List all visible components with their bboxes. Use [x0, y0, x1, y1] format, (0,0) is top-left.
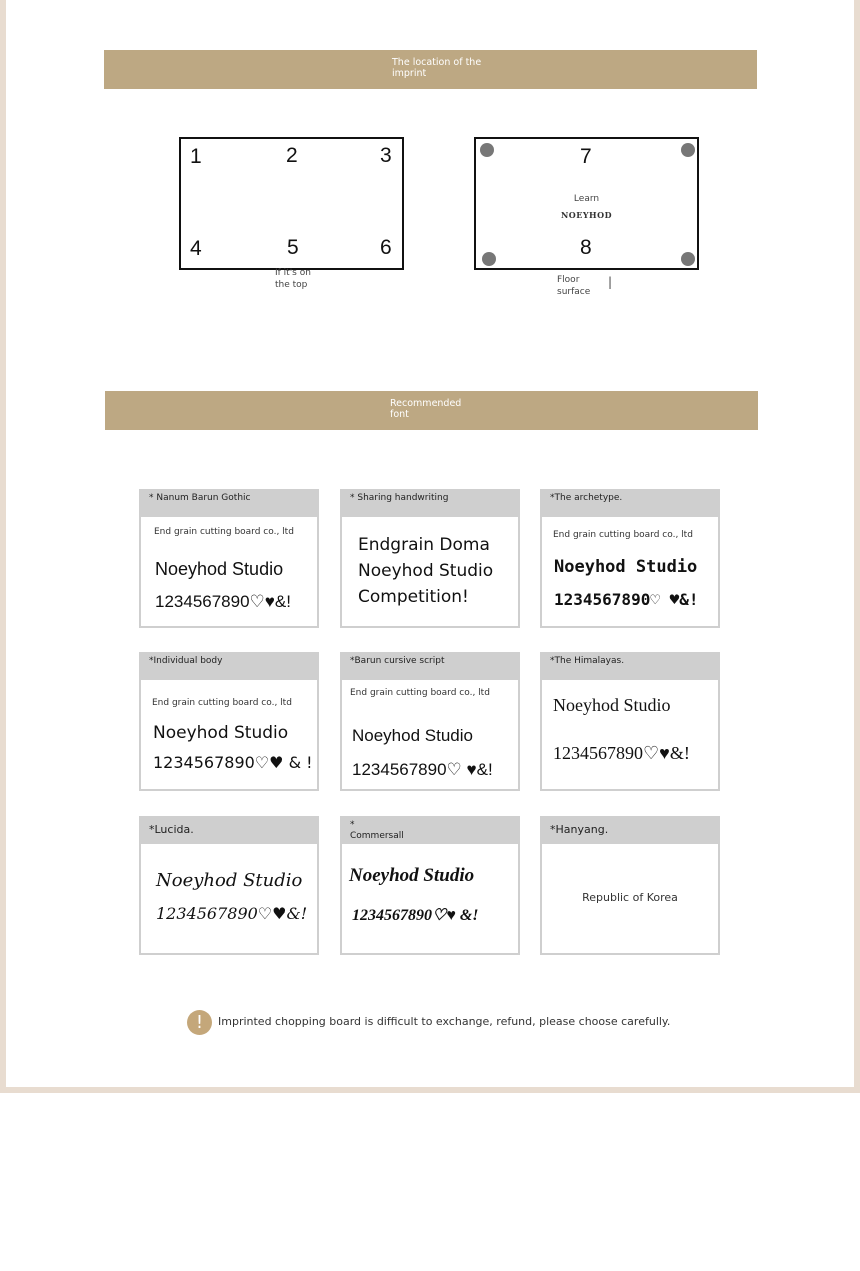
font-sample-company: End grain cutting board co., ltd [553, 530, 693, 540]
font-sample-studio: Noeyhod Studio [553, 695, 671, 715]
font-card-header [141, 654, 317, 680]
corner-foot-bottom-right [681, 252, 695, 266]
floor-surface-diagram [474, 137, 699, 270]
warning-icon: ! [187, 1010, 212, 1035]
recommended-font-title: Recommended font [390, 398, 462, 420]
font-card-lucida[interactable] [139, 816, 319, 955]
font-sample-company: End grain cutting board co., ltd [154, 527, 294, 537]
font-sample-studio: Noeyhod Studio [156, 870, 303, 891]
font-sample-studio: Noeyhod Studio [554, 557, 698, 577]
position-5: 5 [287, 236, 299, 259]
position-3: 3 [380, 144, 392, 167]
font-sample-digits: 1234567890♡♥ & ! [153, 753, 313, 772]
font-sample-studio: Noeyhod Studio [153, 723, 289, 743]
imprint-location-title: The location of the imprint [392, 57, 482, 79]
font-card-commersall[interactable] [340, 816, 520, 955]
font-card-sharing-handwriting[interactable] [340, 489, 520, 628]
font-card-header [342, 818, 518, 844]
font-sample-studio: Noeyhod Studio [358, 561, 494, 581]
font-sample-digits: 1234567890♡♥ &! [352, 907, 479, 924]
font-sample-digits: 1234567890♡ ♥&! [554, 590, 699, 609]
floor-surface-caption-mark: | [608, 275, 613, 289]
font-card-header [542, 654, 718, 680]
font-name: *Individual body [149, 656, 223, 666]
font-card-individual-body[interactable] [139, 652, 319, 791]
imprint-location-banner [104, 50, 757, 89]
font-sample-endgrain: Endgrain Doma [358, 535, 490, 555]
position-4: 4 [190, 237, 202, 260]
font-card-header [542, 818, 718, 844]
position-8: 8 [580, 236, 592, 259]
corner-foot-top-right [681, 143, 695, 157]
font-card-archetype[interactable] [540, 489, 720, 628]
font-name: *The Himalayas. [550, 656, 625, 666]
font-sample-republic: Republic of Korea [582, 891, 678, 904]
floor-learn-label: Learn [573, 194, 600, 204]
font-name: *The archetype. [550, 493, 623, 503]
floor-brand-label: NOEYHOD [560, 210, 613, 220]
floor-surface-caption: Floor surface [557, 275, 591, 297]
corner-foot-bottom-left [482, 252, 496, 266]
font-name: *Lucida. [149, 823, 194, 836]
font-sample-digits: 1234567890♡ ♥&! [352, 760, 493, 779]
font-card-barun-cursive-script[interactable] [340, 652, 520, 791]
font-sample-studio: Noeyhod Studio [155, 559, 284, 579]
font-sample-company: End grain cutting board co., ltd [350, 688, 490, 698]
font-sample-company: End grain cutting board co., ltd [152, 698, 292, 708]
font-sample-digits: 1234567890♡♥&! [553, 743, 690, 763]
recommended-font-banner [105, 391, 758, 430]
position-6: 6 [380, 236, 392, 259]
font-name: *Hanyang. [550, 823, 609, 836]
top-surface-caption: If it's on the top [275, 268, 311, 290]
font-card-header [141, 818, 317, 844]
font-card-hanyang[interactable] [540, 816, 720, 955]
font-card-himalayas[interactable] [540, 652, 720, 791]
font-name: * Nanum Barun Gothic [149, 493, 251, 503]
position-7: 7 [580, 145, 592, 168]
font-name: *Barun cursive script [350, 656, 445, 666]
font-card-header [542, 491, 718, 517]
font-sample-competition: Competition! [358, 587, 469, 607]
font-sample-studio: Noeyhod Studio [349, 865, 475, 886]
notice-text: Imprinted chopping board is difficult to exchange, refund, please choose carefully. [218, 1015, 671, 1028]
font-card-header [141, 491, 317, 517]
font-sample-studio: Noeyhod Studio [352, 726, 473, 745]
font-name: * Commersall [350, 820, 404, 841]
font-name: * Sharing handwriting [350, 493, 449, 503]
font-card-header [342, 654, 518, 680]
font-sample-digits: 1234567890♡♥&! [155, 592, 291, 611]
position-2: 2 [286, 144, 298, 167]
font-card-nanum-barun-gothic[interactable] [139, 489, 319, 628]
corner-foot-top-left [480, 143, 494, 157]
font-card-header [342, 491, 518, 517]
top-surface-diagram [179, 137, 404, 270]
font-sample-digits: 1234567890♡♥&! [156, 904, 308, 923]
position-1: 1 [190, 145, 202, 168]
